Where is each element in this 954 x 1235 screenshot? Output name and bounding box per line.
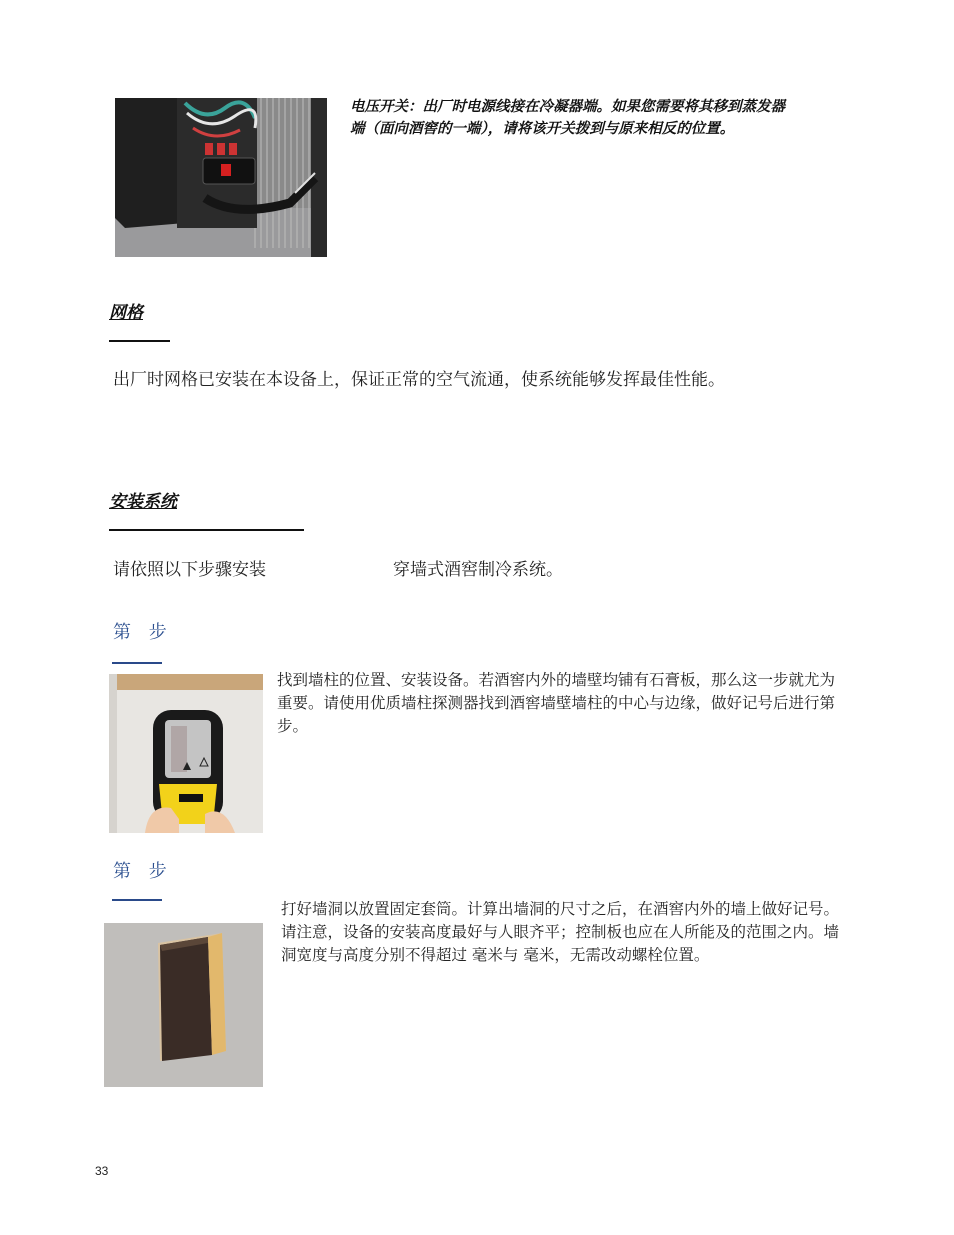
voltage-switch-caption: 电压开关：出厂时电源线接在冷凝器端。如果您需要将其移到蒸发器端（面向酒窖的一端），请将该开关拨到与原来相反的位置。 <box>350 99 785 137</box>
grid-heading: 网格 <box>109 303 143 323</box>
stud-finder-photo <box>109 674 263 833</box>
install-intro-start: 请依照以下步骤安装 <box>113 560 266 580</box>
step-2-rule <box>112 899 162 901</box>
step-2-text: 打好墙洞以放置固定套筒。计算出墙洞的尺寸之后，在酒窖内外的墙上做好记号。请注意，设备的安装高度最好与人眼齐平；控制板也应在人所能及的范围之内。墙洞宽度与高度分别不得超过 毫米与 毫米，无需改动螺栓位置。 <box>281 900 840 964</box>
step-1-text: 找到墙柱的位置、安装设备。若酒窖内外的墙壁均铺有石膏板，那么这一步就尤为重要。请使用优质墙柱探测器找到酒窖墙壁墙柱的中心与边缘，做好记号后进行第 步。 <box>277 671 836 735</box>
install-heading-rule <box>109 529 304 531</box>
step-2-label: 第 步 <box>113 861 173 882</box>
grid-heading-rule <box>109 340 170 342</box>
wall-hole-photo <box>104 923 263 1087</box>
step-1-rule <box>112 662 162 664</box>
page-number: 33 <box>95 1164 109 1178</box>
step-1-label: 第 步 <box>113 622 173 643</box>
voltage-switch-photo <box>115 98 327 257</box>
grid-description: 出厂时网格已安装在本设备上，保证正常的空气流通，使系统能够发挥最佳性能。 <box>113 370 725 390</box>
install-heading: 安装系统 <box>109 492 177 512</box>
install-intro-end: 穿墙式酒窖制冷系统。 <box>393 560 563 580</box>
